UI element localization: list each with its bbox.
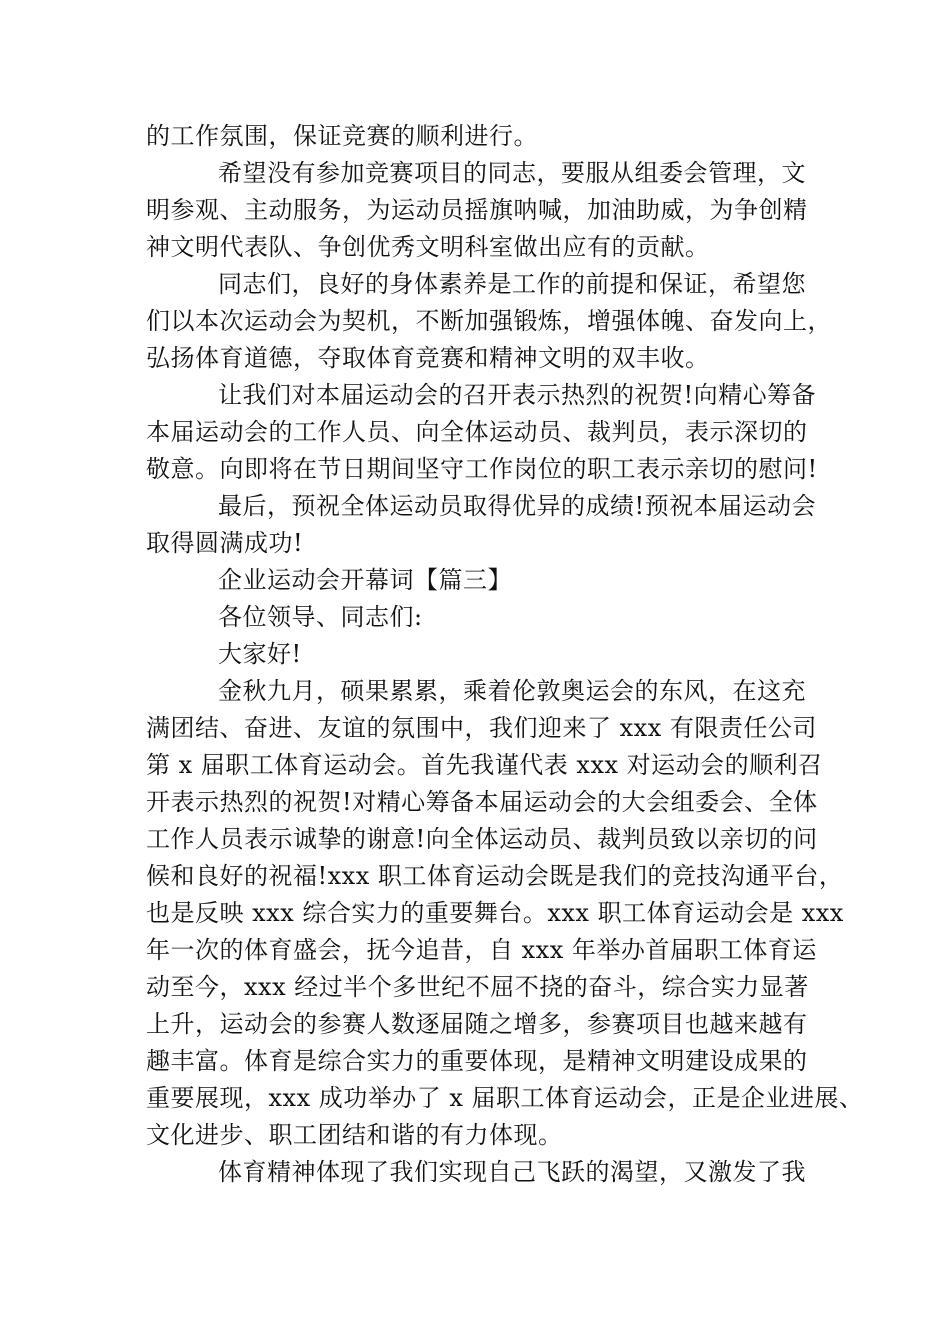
text-line: 们以本次运动会为契机，不断加强锻炼，增强体魄、奋发向上， bbox=[146, 307, 832, 335]
text-line: 年一次的体育盛会，抚今追昔，自 xxx 年举办首届职工体育运 bbox=[146, 936, 817, 964]
section-heading: 企业运动会开幕词【篇三】 bbox=[218, 566, 512, 594]
text-line: 趣丰富。体育是综合实力的重要体现，是精神文明建设成果的 bbox=[146, 1047, 808, 1075]
text-line: 候和良好的祝福!xxx 职工体育运动会既是我们的竞技沟通平台， bbox=[146, 862, 844, 890]
text-line: 同志们，良好的身体素养是工作的前提和保证，希望您 bbox=[218, 270, 806, 298]
text-line: 的工作氛围，保证竞赛的顺利进行。 bbox=[146, 122, 538, 150]
text-line: 也是反映 xxx 综合实力的重要舞台。xxx 职工体育运动会是 xxx bbox=[146, 899, 844, 927]
text-line: 上升，运动会的参赛人数逐届随之增多，参赛项目也越来越有 bbox=[146, 1010, 808, 1038]
text-line: 开表示热烈的祝贺!对精心筹备本届运动会的大会组委会、全体 bbox=[146, 788, 818, 816]
text-line: 取得圆满成功! bbox=[146, 529, 304, 557]
salutation: 各位领导、同志们: bbox=[218, 603, 423, 631]
greeting: 大家好! bbox=[218, 640, 302, 668]
text-line: 神文明代表队、争创优秀文明科室做出应有的贡献。 bbox=[146, 233, 710, 261]
text-line: 让我们对本届运动会的召开表示热烈的祝贺!向精心筹备 bbox=[218, 381, 817, 409]
text-line: 文化进步、职工团结和谐的有力体现。 bbox=[146, 1121, 563, 1149]
text-line: 第 x 届职工体育运动会。首先我谨代表 xxx 对运动会的顺利召 bbox=[146, 751, 823, 779]
text-line: 弘扬体育道德，夺取体育竞赛和精神文明的双丰收。 bbox=[146, 344, 710, 372]
text-line: 满团结、奋进、友谊的氛围中，我们迎来了 xxx 有限责任公司 bbox=[146, 714, 817, 742]
text-line: 体育精神体现了我们实现自己飞跃的渴望，又激发了我 bbox=[218, 1158, 806, 1186]
text-line: 本届运动会的工作人员、向全体运动员、裁判员，表示深切的 bbox=[146, 418, 808, 446]
text-line: 工作人员表示诚挚的谢意!向全体运动员、裁判员致以亲切的问 bbox=[146, 825, 818, 853]
text-line: 金秋九月，硕果累累，乘着伦敦奥运会的东风，在这充 bbox=[218, 677, 806, 705]
text-line: 敬意。向即将在节日期间坚守工作岗位的职工表示亲切的慰问! bbox=[146, 455, 818, 483]
text-line: 最后，预祝全体运动员取得优异的成绩!预祝本届运动会 bbox=[218, 492, 817, 520]
text-line: 明参观、主动服务，为运动员摇旗呐喊，加油助威，为争创精 bbox=[146, 196, 808, 224]
text-line: 重要展现，xxx 成功举办了 x 届职工体育运动会，正是企业进展、 bbox=[146, 1084, 864, 1112]
text-line: 动至今，xxx 经过半个多世纪不屈不挠的奋斗，综合实力显著 bbox=[146, 973, 809, 1001]
text-line: 希望没有参加竞赛项目的同志，要服从组委会管理，文 bbox=[218, 159, 806, 187]
